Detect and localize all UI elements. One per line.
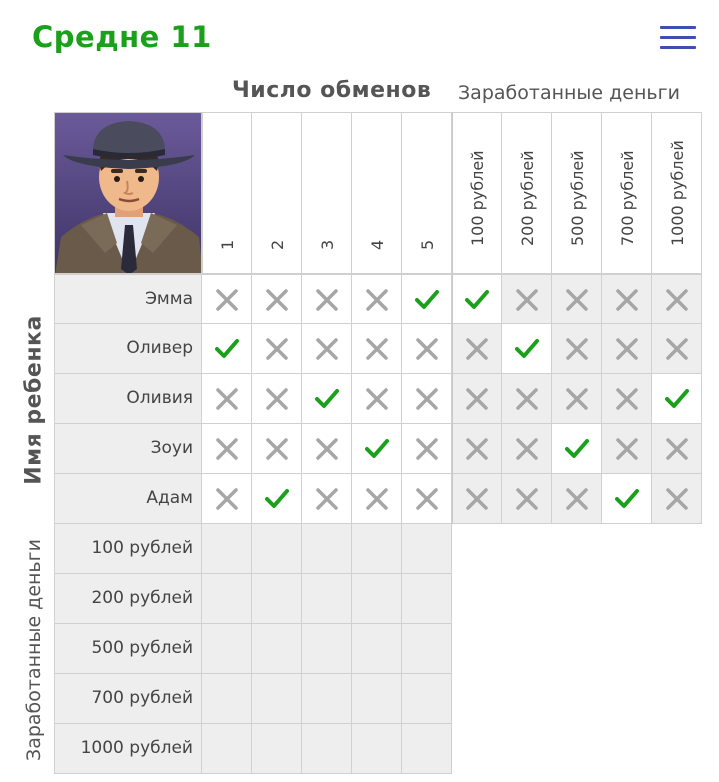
row-header-child: Оливер — [54, 324, 202, 374]
grid-cell-child-exchange[interactable] — [252, 474, 302, 524]
cross-icon — [314, 336, 340, 362]
column-header-label: 1000 рублей — [667, 140, 687, 246]
grid-cell-money-exchange[interactable] — [302, 524, 352, 574]
cross-icon — [214, 386, 240, 412]
grid-cell-child-money[interactable] — [502, 274, 552, 324]
row-header-child: Зоуи — [54, 424, 202, 474]
grid-cell-child-exchange[interactable] — [252, 274, 302, 324]
grid-cell-child-money[interactable] — [652, 274, 702, 324]
column-header-exchanges — [402, 112, 452, 274]
grid-cell-child-exchange[interactable] — [352, 424, 402, 474]
grid-cell-child-exchange[interactable] — [352, 474, 402, 524]
row-header-money: 100 рублей — [54, 524, 202, 574]
cross-icon — [264, 386, 290, 412]
cross-icon — [564, 336, 590, 362]
cross-icon — [514, 386, 540, 412]
grid-cell-child-money[interactable] — [452, 374, 502, 424]
row-header-child: Эмма — [54, 274, 202, 324]
grid-cell-child-money[interactable] — [652, 324, 702, 374]
category-label-money-top: Заработанные деньги — [458, 82, 680, 104]
grid-cell-money-exchange[interactable] — [402, 624, 452, 674]
grid-cell-child-money[interactable] — [602, 374, 652, 424]
grid-cell-child-money[interactable] — [602, 324, 652, 374]
cross-icon — [664, 287, 690, 313]
grid-cell-child-exchange[interactable] — [252, 374, 302, 424]
column-header-exchanges — [202, 112, 252, 274]
grid-cell-child-exchange[interactable] — [202, 324, 252, 374]
grid-cell-money-exchange[interactable] — [352, 624, 402, 674]
cross-icon — [464, 436, 490, 462]
grid-cell-child-exchange[interactable] — [202, 474, 252, 524]
grid-cell-child-exchange[interactable] — [252, 324, 302, 374]
row-header-child: Адам — [54, 474, 202, 524]
cross-icon — [614, 336, 640, 362]
category-label-money-side: Заработанные деньги — [23, 539, 45, 761]
grid-cell-child-money[interactable] — [602, 424, 652, 474]
cross-icon — [364, 486, 390, 512]
row-header-money: 1000 рублей — [54, 724, 202, 774]
grid-cell-child-money[interactable] — [502, 474, 552, 524]
grid-cell-child-money[interactable] — [452, 274, 502, 324]
grid-cell-child-money[interactable] — [652, 474, 702, 524]
cross-icon — [514, 287, 540, 313]
check-icon — [264, 486, 290, 512]
grid-cell-child-money[interactable] — [602, 274, 652, 324]
grid-cell-child-money[interactable] — [452, 424, 502, 474]
check-icon — [564, 436, 590, 462]
grid-cell-child-money[interactable] — [502, 324, 552, 374]
grid-cell-child-money[interactable] — [652, 424, 702, 474]
grid-cell-money-exchange[interactable] — [352, 574, 402, 624]
hamburger-menu-icon[interactable] — [660, 25, 696, 51]
grid-cell-money-exchange[interactable] — [302, 624, 352, 674]
cross-icon — [614, 287, 640, 313]
cross-icon — [664, 336, 690, 362]
grid-cell-child-exchange[interactable] — [352, 374, 402, 424]
cross-icon — [464, 486, 490, 512]
grid-cell-money-exchange[interactable] — [302, 724, 352, 774]
grid-cell-money-exchange[interactable] — [202, 624, 252, 674]
grid-cell-money-exchange[interactable] — [252, 674, 302, 724]
category-label-child: Имя ребенка — [21, 315, 47, 485]
column-header-money — [452, 112, 502, 274]
row-header-money: 200 рублей — [54, 574, 202, 624]
grid-cell-money-exchange[interactable] — [302, 674, 352, 724]
column-header-label: 3 — [317, 239, 337, 250]
column-header-money — [502, 112, 552, 274]
grid-cell-child-exchange[interactable] — [302, 274, 352, 324]
row-header-money: 500 рублей — [54, 624, 202, 674]
cross-icon — [414, 336, 440, 362]
cross-icon — [664, 436, 690, 462]
grid-cell-money-exchange[interactable] — [302, 574, 352, 624]
cross-icon — [214, 436, 240, 462]
grid-cell-child-money[interactable] — [502, 374, 552, 424]
grid-cell-child-money[interactable] — [452, 474, 502, 524]
grid-cell-child-exchange[interactable] — [302, 374, 352, 424]
grid-cell-money-exchange[interactable] — [202, 674, 252, 724]
grid-cell-money-exchange[interactable] — [252, 724, 302, 774]
cross-icon — [364, 386, 390, 412]
cross-icon — [264, 336, 290, 362]
check-icon — [364, 436, 390, 462]
grid-cell-money-exchange[interactable] — [202, 524, 252, 574]
cross-icon — [564, 386, 590, 412]
cross-icon — [564, 486, 590, 512]
block-divider — [452, 112, 453, 524]
grid-cell-money-exchange[interactable] — [252, 624, 302, 674]
cross-icon — [464, 386, 490, 412]
grid-cell-child-money[interactable] — [552, 274, 602, 324]
check-icon — [664, 386, 690, 412]
cross-icon — [414, 386, 440, 412]
column-header-label: 5 — [417, 239, 437, 250]
grid-cell-child-exchange[interactable] — [302, 474, 352, 524]
cross-icon — [214, 486, 240, 512]
grid-cell-child-exchange[interactable] — [252, 424, 302, 474]
column-header-label: 700 рублей — [617, 150, 637, 246]
column-header-money — [552, 112, 602, 274]
cross-icon — [464, 336, 490, 362]
column-header-exchanges — [252, 112, 302, 274]
column-header-money — [602, 112, 652, 274]
puzzle-title: Средне 11 — [32, 20, 212, 54]
cross-icon — [314, 287, 340, 313]
column-header-exchanges — [302, 112, 352, 274]
grid-cell-money-exchange[interactable] — [202, 574, 252, 624]
cross-icon — [414, 436, 440, 462]
category-label-exchanges: Число обменов — [232, 78, 432, 103]
column-header-label: 100 рублей — [467, 150, 487, 246]
column-header-label: 500 рублей — [567, 150, 587, 246]
check-icon — [614, 486, 640, 512]
grid-cell-money-exchange[interactable] — [402, 674, 452, 724]
grid-cell-child-exchange[interactable] — [202, 424, 252, 474]
grid-cell-child-exchange[interactable] — [202, 374, 252, 424]
cross-icon — [664, 486, 690, 512]
grid-cell-child-exchange[interactable] — [402, 474, 452, 524]
grid-cell-child-money[interactable] — [502, 424, 552, 474]
grid-cell-child-money[interactable] — [552, 424, 602, 474]
grid-cell-money-exchange[interactable] — [352, 524, 402, 574]
column-header-label: 200 рублей — [517, 150, 537, 246]
grid-cell-money-exchange[interactable] — [402, 574, 452, 624]
grid-cell-money-exchange[interactable] — [252, 574, 302, 624]
cross-icon — [414, 486, 440, 512]
detective-portrait-image — [54, 112, 202, 274]
grid-cell-child-money[interactable] — [452, 324, 502, 374]
cross-icon — [614, 436, 640, 462]
grid-cell-child-money[interactable] — [552, 324, 602, 374]
column-header-label: 1 — [218, 239, 237, 250]
cross-icon — [364, 287, 390, 313]
grid-cell-child-money[interactable] — [652, 374, 702, 424]
check-icon — [464, 287, 490, 313]
cross-icon — [214, 287, 240, 313]
cross-icon — [264, 436, 290, 462]
grid-cell-money-exchange[interactable] — [352, 724, 402, 774]
grid-cell-child-exchange[interactable] — [302, 324, 352, 374]
grid-cell-child-exchange[interactable] — [402, 424, 452, 474]
column-header-label: 4 — [367, 239, 387, 250]
check-icon — [414, 287, 440, 313]
grid-cell-money-exchange[interactable] — [402, 724, 452, 774]
check-icon — [514, 336, 540, 362]
grid-cell-child-exchange[interactable] — [302, 424, 352, 474]
grid-cell-money-exchange[interactable] — [402, 524, 452, 574]
grid-cell-child-exchange[interactable] — [402, 324, 452, 374]
grid-cell-child-exchange[interactable] — [402, 274, 452, 324]
check-icon — [214, 336, 240, 362]
cross-icon — [314, 436, 340, 462]
cross-icon — [514, 436, 540, 462]
grid-cell-child-exchange[interactable] — [202, 274, 252, 324]
grid-cell-money-exchange[interactable] — [252, 524, 302, 574]
row-header-money: 700 рублей — [54, 674, 202, 724]
check-icon — [314, 386, 340, 412]
cross-icon — [564, 287, 590, 313]
column-header-money — [652, 112, 702, 274]
grid-cell-money-exchange[interactable] — [202, 724, 252, 774]
cross-icon — [614, 386, 640, 412]
grid-cell-child-money[interactable] — [552, 474, 602, 524]
cross-icon — [364, 336, 390, 362]
grid-cell-money-exchange[interactable] — [352, 674, 402, 724]
column-header-label: 2 — [267, 239, 287, 250]
cross-icon — [264, 287, 290, 313]
row-header-child: Оливия — [54, 374, 202, 424]
column-header-exchanges — [352, 112, 402, 274]
grid-cell-child-exchange[interactable] — [352, 324, 402, 374]
grid-cell-child-exchange[interactable] — [402, 374, 452, 424]
grid-cell-child-money[interactable] — [552, 374, 602, 424]
grid-cell-child-exchange[interactable] — [352, 274, 402, 324]
cross-icon — [314, 486, 340, 512]
grid-cell-child-money[interactable] — [602, 474, 652, 524]
cross-icon — [514, 486, 540, 512]
